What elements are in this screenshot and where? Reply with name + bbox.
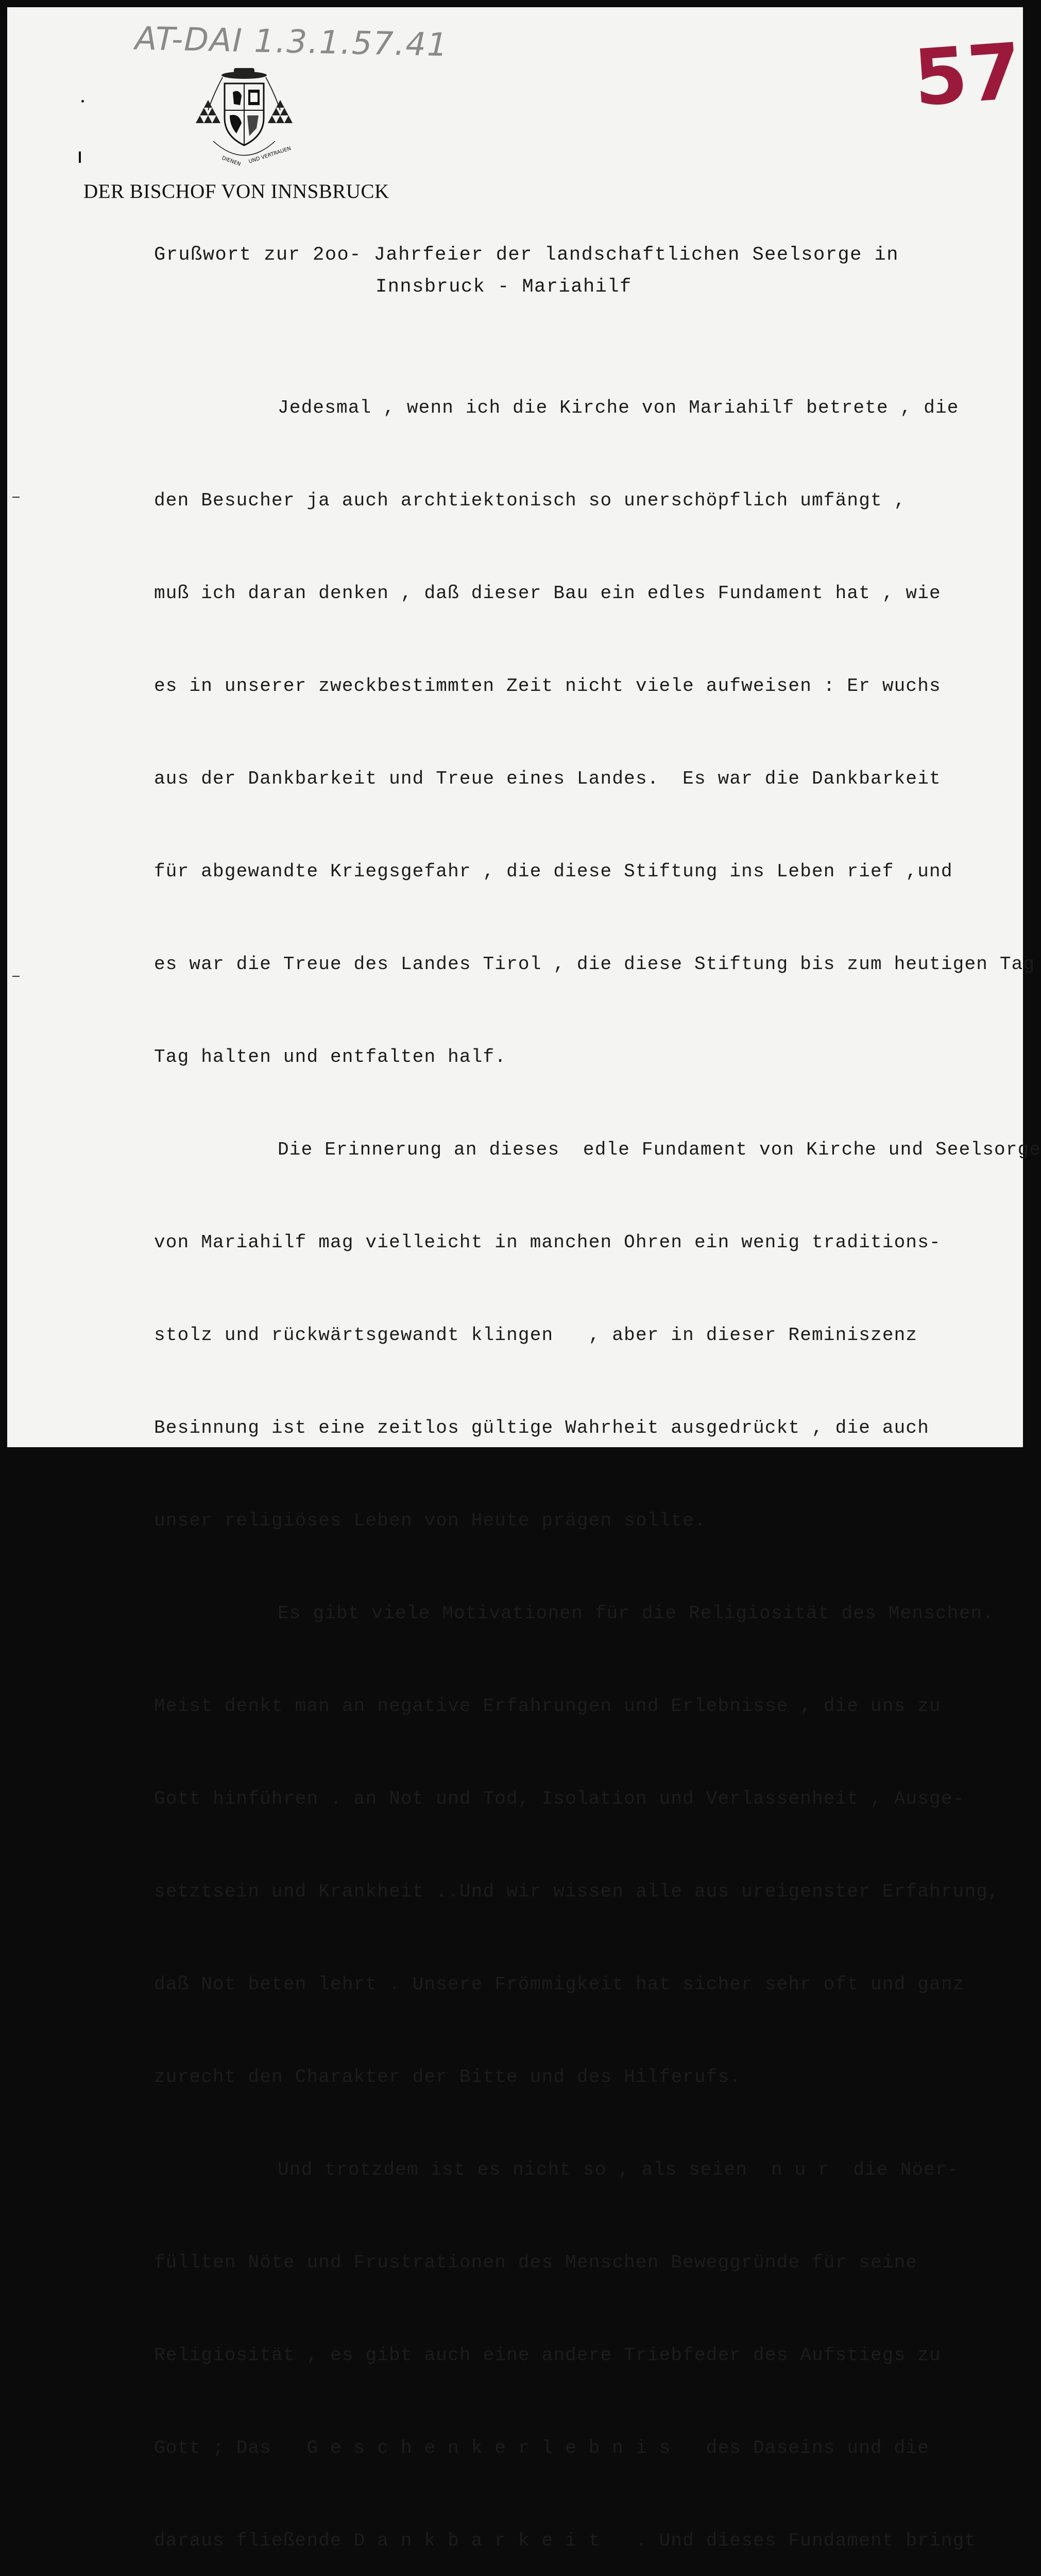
text-line: stolz und rückwärtsgewandt klingen , aber in dieser Reminiszenz: [154, 1325, 918, 1346]
text-line: Und trotzdem ist es nicht so , als seien n u r die Nöer-: [278, 2159, 959, 2180]
text-line: für abgewandte Kriegsgefahr , die diese Stiftung ins Leben rief ,und: [154, 861, 953, 882]
text-line: Meist denkt man an negative Erfahrungen und Erlebnisse , die uns zu: [154, 1696, 941, 1717]
episcopal-coat-of-arms-icon: [193, 64, 296, 167]
text-line: Die Erinnerung an dieses edle Fundament von Kirche und Seelsorge: [278, 1139, 1041, 1160]
text-line: Gott hinführen . an Not und Tod, Isolation und Verlassenheit , Ausge-: [154, 1788, 965, 1809]
punch-mark: [79, 151, 81, 163]
text-line: Tag halten und entfalten half.: [154, 1046, 507, 1067]
letterhead: DER BISCHOF VON INNSBRUCK: [83, 180, 389, 202]
text-line: füllten Nöte und Frustrationen des Menschen Beweggründe für seine: [154, 2252, 918, 2273]
page-number: 57: [911, 26, 1025, 124]
fold-mark: [12, 976, 20, 977]
fold-mark: [12, 497, 20, 498]
text-line: von Mariahilf mag vielleicht in manchen Ohren ein wenig traditions-: [154, 1232, 941, 1253]
text-line: daß Not beten lehrt . Unsere Frömmigkeit hat sicher sehr oft und ganz: [154, 1974, 965, 1995]
heading-line: Innsbruck - Mariahilf: [376, 276, 632, 298]
text-line: daraus fließende D a n k b a r k e i t . Und dieses Fundament bringt: [154, 2530, 977, 2551]
text-line: es war die Treue des Landes Tirol , die diese Stiftung bis zum heutigen Tag: [154, 954, 1035, 975]
svg-text:DIENEN: DIENEN: [220, 155, 242, 167]
text-line: Religiosität , es gibt auch eine andere Triebfeder des Aufstiegs zu: [154, 2345, 941, 2366]
text-line: muß ich daran denken , daß dieser Bau ein edles Fundament hat , wie: [154, 583, 941, 604]
text-line: unser religiöses Leben von Heute prägen sollte.: [154, 1510, 706, 1531]
punch-mark: [81, 100, 84, 103]
document-heading: [154, 239, 978, 303]
document-page: [7, 7, 1041, 2551]
text-line: den Besucher ja auch archtiektonisch so unerschöpflich umfängt ,: [154, 490, 906, 511]
heading-line: Grußwort zur 2oo- Jahrfeier der landschaftlichen Seelsorge in: [154, 244, 899, 266]
text-line: Jedesmal , wenn ich die Kirche von Mariahilf betrete , die: [278, 397, 959, 418]
text-line: setztsein und Krankheit ..Und wir wissen alle aus ureigenster Erfahrung,: [154, 1881, 1000, 1902]
text-line: Gott ; Das G e s c h e n k e r l e b n i s des Daseins und die: [154, 2437, 930, 2459]
text-line: zurecht den Charakter der Bitte und des Hilferufs.: [154, 2066, 742, 2088]
archive-reference: AT-DAI 1.3.1.57.41: [134, 19, 449, 64]
letter-body: [154, 331, 1041, 2576]
svg-text:UND VERTRAUEN: UND VERTRAUEN: [248, 145, 292, 165]
text-line: Besinnung ist eine zeitlos gültige Wahrheit ausgedrückt , die auch: [154, 1417, 930, 1438]
text-line: Es gibt viele Motivationen für die Religiosität des Menschen.: [278, 1603, 995, 1624]
text-line: aus der Dankbarkeit und Treue eines Landes. Es war die Dankbarkeit: [154, 768, 941, 789]
text-line: es in unserer zweckbestimmten Zeit nicht viele aufweisen : Er wuchs: [154, 675, 941, 697]
